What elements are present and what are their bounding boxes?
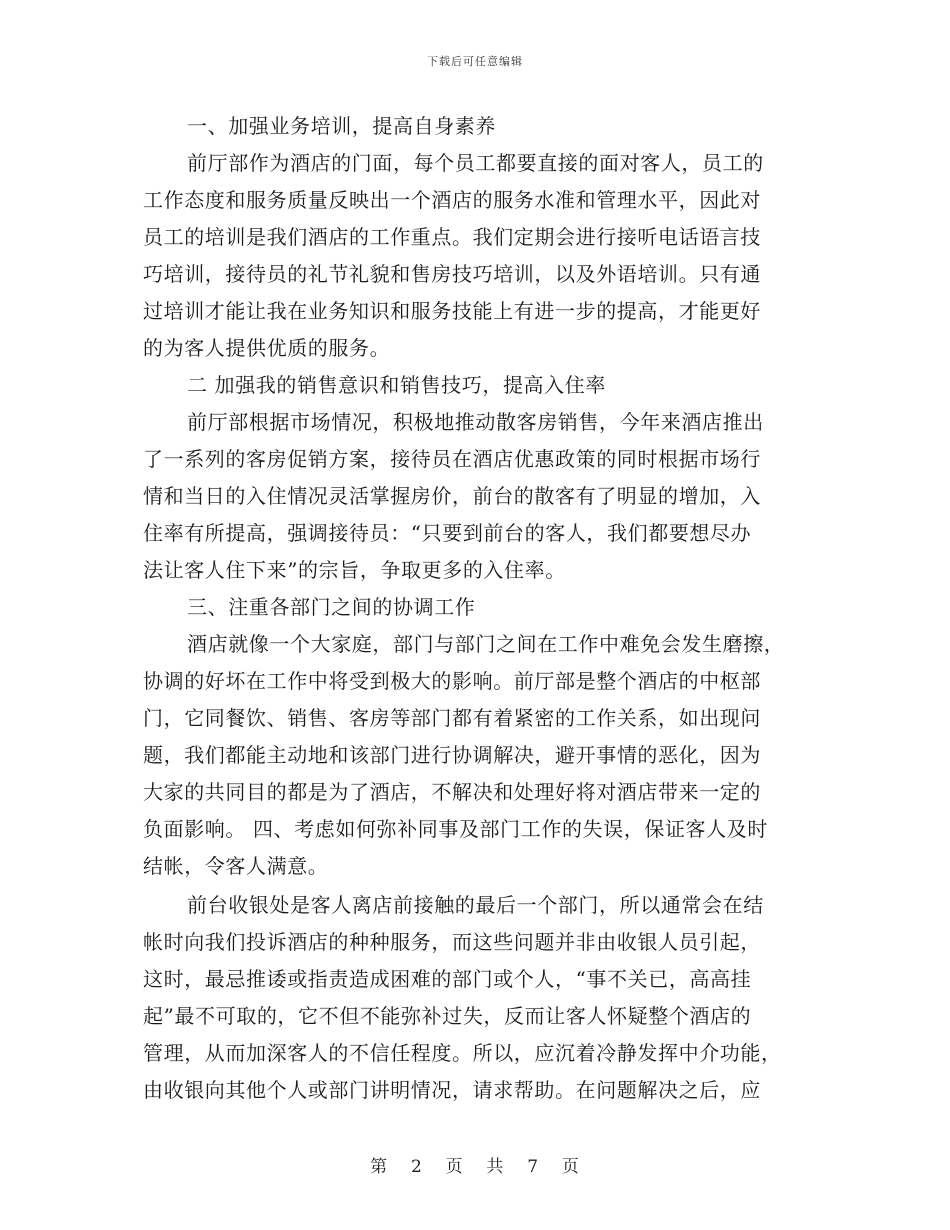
total-label: 共 bbox=[486, 1157, 505, 1177]
paragraph-line: 结帐，令客人满意。 bbox=[143, 854, 329, 878]
paragraph-line: 这时，最忌推诿或指责造成困难的部门或个人，“事不关已，高高挂 bbox=[143, 967, 752, 991]
paragraph-line: 前厅部根据市场情况，积极地推动散客房销售，今年来酒店推出 bbox=[187, 410, 764, 434]
paragraph-line: 前台收银处是客人离店前接触的最后一个部门，所以通常会在结 bbox=[187, 893, 764, 917]
paragraph-line: 法让客人住下来”的宗旨，争取更多的入住率。 bbox=[143, 558, 566, 582]
paragraph-line: 巧培训，接待员的礼节礼貌和售房技巧培训，以及外语培训。只有通 bbox=[143, 262, 761, 286]
paragraph-line: 题，我们都能主动地和该部门进行协调解决，避开事情的恶化，因为 bbox=[143, 743, 761, 767]
document-body bbox=[143, 108, 803, 1109]
paragraph-line: 员工的培训是我们酒店的工作重点。我们定期会进行接听电话语言技 bbox=[143, 225, 761, 249]
paragraph-line: 帐时向我们投诉酒店的种种服务，而这些问题并非由收银人员引起， bbox=[143, 930, 761, 954]
paragraph-line: 了一系列的客房促销方案，接待员在酒店优惠政策的同时根据市场行 bbox=[143, 447, 761, 471]
total-pages: 7 bbox=[527, 1157, 540, 1177]
paragraph-line: 大家的共同目的都是为了酒店，不解决和处理好将对酒店带来一定的 bbox=[143, 780, 761, 804]
paragraph-line: 门，它同餐饮、销售、客房等部门都有着紧密的工作关系，如出现问 bbox=[143, 706, 761, 730]
paragraph-line: 由收银向其他个人或部门讲明情况，请求帮助。在问题解决之后，应 bbox=[143, 1078, 761, 1102]
section-heading-3: 三、注重各部门之间的协调工作 bbox=[187, 595, 476, 619]
paragraph-line: 过培训才能让我在业务知识和服务技能上有进一步的提高，才能更好 bbox=[143, 299, 761, 323]
section-heading-1: 一、加强业务培训，提高自身素养 bbox=[187, 114, 496, 138]
page-footer bbox=[0, 1152, 950, 1177]
paragraph-line: 起”最不可取的，它不但不能弥补过失，反而让客人怀疑整个酒店的 bbox=[143, 1004, 752, 1028]
paragraph-line: 情和当日的入住情况灵活掌握房价，前台的散客有了明显的增加，入 bbox=[143, 484, 761, 508]
page-label-prefix: 第 bbox=[370, 1157, 389, 1177]
paragraph-line: 住率有所提高，强调接待员：“只要到前台的客人，我们都要想尽办 bbox=[143, 521, 752, 545]
paragraph-line: 的为客人提供优质的服务。 bbox=[143, 336, 391, 360]
total-suffix: 页 bbox=[561, 1157, 580, 1177]
paragraph-line: 前厅部作为酒店的门面，每个员工都要直接的面对客人，员工的 bbox=[187, 151, 764, 175]
page-label-mid: 页 bbox=[445, 1157, 464, 1177]
paragraph-line: 管理，从而加深客人的不信任程度。所以，应沉着冷静发挥中介功能， bbox=[143, 1041, 782, 1065]
page-header-note: 下载后可任意编辑 bbox=[427, 55, 523, 68]
paragraph-line: 负面影响。 四、考虑如何弥补同事及部门工作的失误，保证客人及时 bbox=[143, 817, 768, 841]
page-number: 2 bbox=[410, 1157, 423, 1177]
paragraph-line: 工作态度和服务质量反映出一个酒店的服务水准和管理水平，因此对 bbox=[143, 188, 761, 212]
paragraph-line: 酒店就像一个大家庭，部门与部门之间在工作中难免会发生磨擦， bbox=[187, 632, 785, 656]
paragraph-line: 协调的好坏在工作中将受到极大的影响。前厅部是整个酒店的中枢部 bbox=[143, 669, 761, 693]
section-heading-2: 二 加强我的销售意识和销售技巧，提高入住率 bbox=[187, 373, 606, 397]
